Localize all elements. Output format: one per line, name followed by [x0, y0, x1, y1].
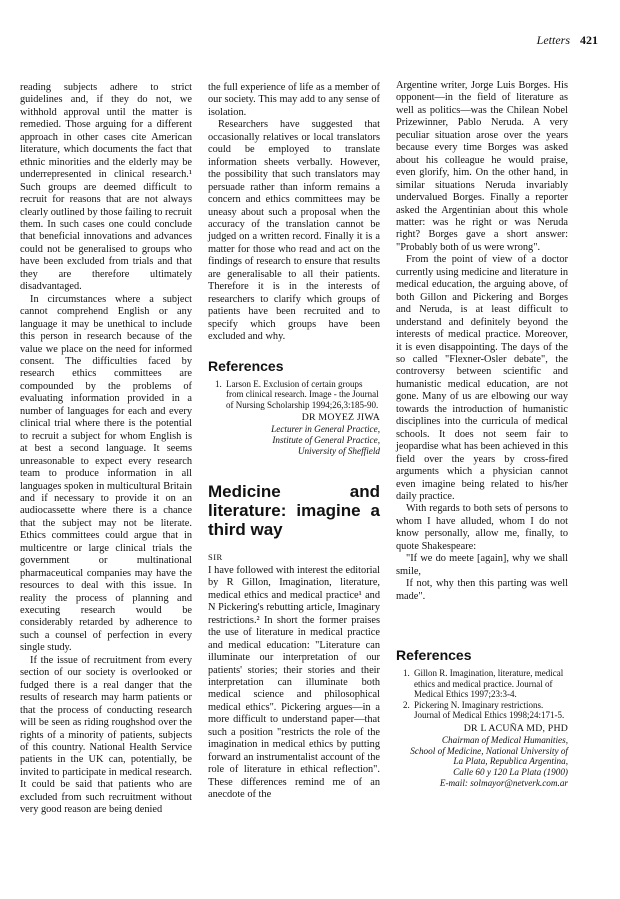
page-number: 421 — [580, 33, 598, 47]
paragraph: reading subjects adhere to strict guidelines and, if they do not, we withhold approval until the matter is remedied. Those arguing for a different approach in other cases cite American literature, which documents the fact that ethnic minorities and the elderly may be underrepresented in clinical research.¹ Such groups are deemed difficult to recruit for reasons that are not always clearly outlined by those failing to recruit them. In such cases one could conclude that beneficial innovations and advances could not be generalised to groups who have been excluded from trials and that they are therefore ultimately disadvantaged. — [20, 82, 192, 293]
author-affiliation: University of Sheffield — [297, 445, 380, 456]
author-affiliation: School of Medicine, National University of — [410, 745, 568, 756]
salutation: SIR — [208, 552, 223, 563]
reference-list — [208, 379, 380, 411]
author-name: DR MOYEZ JIWA — [301, 412, 380, 424]
author-name: DR L ACUÑA MD, PHD — [463, 723, 568, 734]
reference-item: 1. Larson E. Exclusion of certain groups from clinical research. Image - the Journal of Nursing Scholarship 1994;26,3:185-90. — [224, 379, 380, 411]
references-heading: References — [208, 357, 284, 374]
paragraph: In circumstances where a subject cannot comprehend English or any language it may be unethical to include this person in research because of the value we place on the need for informed consent. The difficulties faced by research ethics committees are compounded by the problems of evaluating information provided in a number of languages for each and every clinical trial where there is the potential to recruit a subject for whom English is at best a second language. It seems unreasonable to expect every research team to produce information in all languages spoken in multicultural Britain and if necessary to provide it on an audiocassette where there is a chance that the subject may not be literate. Ethics committees could argue that in multicentre or large clinical trials the government or multinational pharmaceutical companies may have the resources to deal with this issue. In reality the process of planning and executing research would be considerably retarded by adherence to such a counsel of perfection in every single study. — [20, 293, 192, 654]
author-affiliation: Lecturer in General Practice, — [271, 424, 380, 435]
author-affiliation: Chairman of Medical Humanities, — [441, 734, 568, 745]
paragraph: With regards to both sets of persons to whom I have alluded, whom I do not know personally, allow me, finally, to quote Shakespeare: — [396, 503, 568, 552]
paragraph: the full experience of life as a member of our society. This may add to any sense of isolation. — [208, 82, 380, 118]
author-affiliation: La Plata, Republica Argentina, — [453, 756, 568, 767]
author-signature — [396, 724, 568, 789]
section-title: Letters — [536, 33, 570, 47]
quote-line: "If we do meete [again], why we shall smile, — [396, 553, 568, 577]
reference-item: 2. Pickering N. Imaginary restrictions. Journal of Medical Ethics 1998;24:171-5. — [412, 700, 568, 721]
references-heading: References — [396, 647, 472, 664]
quote-line: If not, why then this parting was well made". — [396, 578, 568, 602]
author-email: E-mail: solmayor@netverk.com.ar — [439, 777, 568, 788]
paragraph: I have followed with interest the editorial by R Gillon, Imagination, literature, medical ethics and medical practice¹ and N Pickering's rebutting article, Imaginary restrictions.² In short the former praises the use of literature in medical practice and medical education: "Literature can illuminate our interpretation of our patients' stories; their stories and their interpretation can illuminate both medical science and philosophical medical ethics". Pickering argues—in a more difficult to understand paper—that such a position "restricts the role of the imagination in medical ethics by putting forward an instrumentalist account of the role of literature in ethical reflection". These differences remind me of an anecdote of the — [208, 564, 380, 801]
column-left — [20, 82, 192, 817]
author-affiliation: Institute of General Practice, — [272, 434, 380, 445]
reference-list — [396, 668, 568, 721]
author-signature — [208, 413, 380, 456]
paragraph: From the point of view of a doctor currently using medicine and literature in medical education, the arguing above, of both Gillon and Pickering and Borges and Neruda, is at least difficult to understand and definitely beyond the interests of medical practice. Moreover, it is even disappointing. The days of the so called "Flexner-Osler debate", the controversy between scientific and humanistic medical education, are not gone. Many of us are elbowing our way towards the introduction of humanistic disciplines into the curricula of medical schools. It does not seem fair to jeopardise what has been achieved in this field over the years by cross-fired arguments which a physician cannot even imagine being related to his/her daily practice. — [396, 254, 568, 502]
paragraph: If the issue of recruitment from every section of our society is overlooked or fudged there is a real danger that the results of research may harm patients or that the process of conducting research will be seen as riding roughshod over the rights of a minority of patients, subjects of this country. National Health Service patients in the UK can, potentially, be invited to participate in medical research. It could be said that patients who are excluded from such recruitment without very good reason are being denied — [20, 654, 192, 816]
paragraph: Researchers have suggested that occasionally relatives or local translators could be employed to translate information sheets verbally. However, the possibility that such translators may persuade rather than inform remains a concern and ethics committees may be uneasy about such a proposal when the accuracy of the translation cannot be judged on a written record. Finally it is a matter for those who read and act on the findings of research to ensure that results are generalisable to all their patients. Therefore it is in the interests of researchers to clarify which groups of patients have been recruited and to specify which groups have been excluded and why. — [208, 119, 380, 343]
column-middle — [208, 82, 380, 802]
page-header — [537, 33, 598, 48]
article-title: Medicine and literature: imagine a third way — [208, 482, 380, 540]
column-right — [396, 80, 568, 789]
author-affiliation: Calle 60 y 120 La Plata (1900) — [453, 767, 568, 778]
reference-item: 1. Gillon R. Imagination, literature, medical ethics and medical practice. Journal of Medical Ethics 1997;23:3-4. — [412, 668, 568, 700]
paragraph: Argentine writer, Jorge Luis Borges. His opponent—in the field of literature as well as politics—was the Chilean Nobel Prizewinner, Pablo Neruda. A very peculiar situation arose over the years because every time Borges was asked about his colleague he would praise, even glorify, him. On the other hand, in similar situations Neruda invariably undervalued Borges. Finally a reporter asked the Argentinian about this whole matter: was he right or was Neruda right? Borges gave a short answer: "Probably both of us were wrong". — [396, 80, 568, 253]
